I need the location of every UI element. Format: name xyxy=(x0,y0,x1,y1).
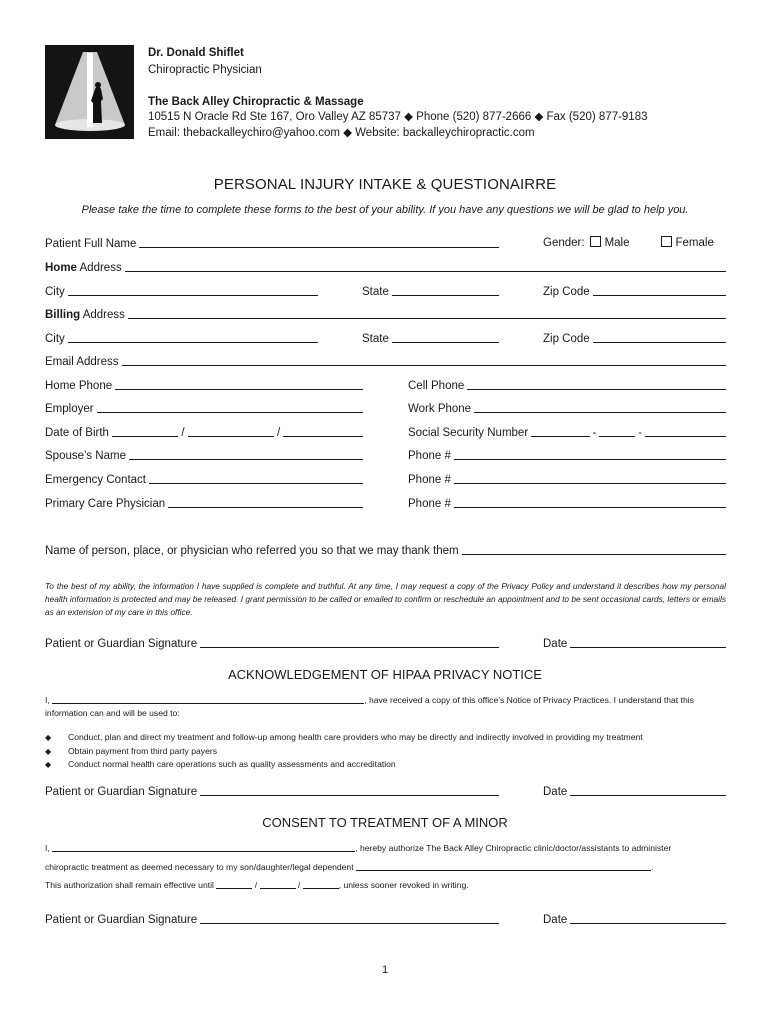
doctor-name: Dr. Donald Shiflet xyxy=(148,47,244,59)
billing-zip-field[interactable] xyxy=(543,329,726,345)
signature-label-3: Patient or Guardian Signature xyxy=(45,914,198,926)
bullet-text: Conduct normal health care operations such as quality assessments and accreditation xyxy=(68,759,396,769)
billing-address-field[interactable] xyxy=(45,305,726,321)
spotlight-figure-icon xyxy=(45,45,134,139)
emergency-contact-line[interactable] xyxy=(149,471,363,484)
dob-month-line[interactable] xyxy=(112,424,178,437)
home-zip-label: Zip Code xyxy=(543,286,590,298)
minor-consent-line2 xyxy=(45,860,726,874)
spouse-phone-field[interactable] xyxy=(408,446,726,462)
cell-phone-field[interactable] xyxy=(408,376,726,392)
minor-text-after: , hereby authorize The Back Alley Chiropractic clinic/doctor/assistants to administer xyxy=(355,843,672,853)
dob-field[interactable] xyxy=(45,423,363,439)
spouse-phone-line[interactable] xyxy=(454,447,726,460)
hipaa-text-line2: information can and will be used to: xyxy=(45,708,180,718)
patient-name-line[interactable] xyxy=(139,235,499,248)
date-label-1: Date xyxy=(543,638,568,650)
patient-name-label: Patient Full Name xyxy=(45,238,137,250)
minor-expiry-month-line[interactable] xyxy=(216,878,252,889)
male-label: Male xyxy=(604,237,630,249)
female-checkbox[interactable] xyxy=(661,236,672,247)
home-label: Home xyxy=(45,262,77,274)
bullet-text: Obtain payment from third party payers xyxy=(68,745,218,756)
signature-label-1: Patient or Guardian Signature xyxy=(45,638,198,650)
billing-city-line[interactable] xyxy=(68,330,318,343)
billing-label: Billing xyxy=(45,309,81,321)
date-line-2[interactable] xyxy=(570,783,726,796)
signature-line-2[interactable] xyxy=(200,783,499,796)
date-line-1[interactable] xyxy=(570,635,726,648)
email-field[interactable] xyxy=(45,352,726,368)
ssn-dash-2: - xyxy=(638,427,642,439)
date-label-3: Date xyxy=(543,914,568,926)
diamond-bullet-icon: ◆ xyxy=(45,746,52,756)
billing-state-line[interactable] xyxy=(392,330,499,343)
signature-field-1[interactable] xyxy=(45,634,499,650)
minor-slash-1: / xyxy=(254,880,258,890)
referral-label: Name of person, place, or physician who referred you so that we may thank them xyxy=(45,545,459,557)
emergency-phone-line[interactable] xyxy=(454,471,726,484)
doctor-title: Chiropractic Physician xyxy=(148,64,262,76)
page-number: 1 xyxy=(381,964,389,976)
minor-line3-start: This authorization shall remain effective until xyxy=(45,880,214,890)
primary-care-phone-line[interactable] xyxy=(454,495,726,508)
gender-options xyxy=(543,236,714,249)
clinic-name: The Back Alley Chiropractic & Massage xyxy=(148,96,364,108)
ssn-part-3-line[interactable] xyxy=(645,424,726,437)
spouse-name-field[interactable] xyxy=(45,446,363,462)
minor-expiry-day-line[interactable] xyxy=(260,878,296,889)
employer-line[interactable] xyxy=(97,400,363,413)
billing-address-label: Address xyxy=(82,309,125,321)
home-zip-field[interactable] xyxy=(543,282,726,298)
ssn-dash-1: - xyxy=(592,427,597,439)
work-phone-field[interactable] xyxy=(408,399,726,415)
form-intro: Please take the time to complete these forms to the best of your ability. If you have any questions we will be glad to help you. xyxy=(81,204,689,216)
hipaa-i: I, xyxy=(45,695,50,705)
hipaa-title: ACKNOWLEDGEMENT OF HIPAA PRIVACY NOTICE xyxy=(228,667,542,682)
male-checkbox[interactable] xyxy=(590,236,601,247)
list-item xyxy=(45,731,643,745)
minor-i: I, xyxy=(45,843,50,853)
home-city-line[interactable] xyxy=(68,283,318,296)
diamond-bullet-icon: ◆ xyxy=(45,760,52,769)
signature-field-2[interactable] xyxy=(45,782,499,798)
cell-phone-label: Cell Phone xyxy=(408,380,465,392)
clinic-logo xyxy=(45,45,134,139)
signature-line-1[interactable] xyxy=(200,635,499,648)
minor-consent-line3 xyxy=(45,878,726,892)
patient-name-field[interactable] xyxy=(45,234,499,250)
ssn-label: Social Security Number xyxy=(408,427,529,439)
email-label: Email Address xyxy=(45,356,119,368)
primary-care-phone-label: Phone # xyxy=(408,498,451,510)
hipaa-bullet-list xyxy=(45,731,643,772)
date-line-3[interactable] xyxy=(570,911,726,924)
clinic-contact: Email: thebackalleychiro@yahoo.com ◆ Website: backalleychiropractic.com xyxy=(148,127,535,139)
home-address-field[interactable] xyxy=(45,258,726,274)
home-phone-label: Home Phone xyxy=(45,380,113,392)
minor-line2-end: . xyxy=(651,862,654,872)
dob-slash-1: / xyxy=(181,427,185,439)
emergency-phone-label: Phone # xyxy=(408,474,451,486)
gender-label: Gender: xyxy=(543,237,585,249)
date-field-2[interactable] xyxy=(543,782,726,798)
minor-consent-text xyxy=(45,841,726,855)
minor-consent-title: CONSENT TO TREATMENT OF A MINOR xyxy=(262,815,508,830)
primary-care-label: Primary Care Physician xyxy=(45,498,166,510)
billing-city-label: City xyxy=(45,333,65,345)
hipaa-text-after: , have received a copy of this office’s Notice of Privacy Practices. I understand that this xyxy=(364,695,694,705)
home-phone-line[interactable] xyxy=(115,377,363,390)
referral-line[interactable] xyxy=(462,542,726,555)
date-field-1[interactable] xyxy=(543,634,726,650)
spouse-name-line[interactable] xyxy=(129,447,363,460)
dob-slash-2: / xyxy=(277,427,281,439)
disclaimer-text: To the best of my ability, the information I have supplied is complete and truthful. At any time, I may request a copy of the Privacy Policy and understand it describes how my personal health information is protected and may be released. I grant permission to be called or emailed to confirm or reschedule an appointment and to be sent occasional cards, letters or emails as an extension of my care in this office. xyxy=(45,581,726,617)
employer-label: Employer xyxy=(45,403,94,415)
signature-line-3[interactable] xyxy=(200,911,499,924)
home-address-label: Address xyxy=(79,262,122,274)
list-item xyxy=(45,758,643,772)
signature-label-2: Patient or Guardian Signature xyxy=(45,786,198,798)
primary-care-phone-field[interactable] xyxy=(408,494,726,510)
minor-line3-end: , unless sooner revoked in writing. xyxy=(338,880,469,890)
dob-year-line[interactable] xyxy=(283,424,363,437)
ssn-part-2-line[interactable] xyxy=(599,424,635,437)
date-label-2: Date xyxy=(543,786,568,798)
work-phone-label: Work Phone xyxy=(408,403,472,415)
spouse-name-label: Spouse’s Name xyxy=(45,450,126,462)
hipaa-name-line[interactable] xyxy=(52,693,364,704)
billing-state-label: State xyxy=(362,333,389,345)
minor-dependent-line[interactable] xyxy=(356,860,654,872)
home-state-label: State xyxy=(362,286,389,298)
home-phone-field[interactable] xyxy=(45,376,363,392)
billing-zip-line[interactable] xyxy=(593,330,726,343)
cell-phone-line[interactable] xyxy=(467,377,726,390)
minor-expiry-year-line[interactable] xyxy=(303,878,339,889)
email-line[interactable] xyxy=(122,353,726,366)
employer-field[interactable] xyxy=(45,399,363,415)
signature-field-3[interactable] xyxy=(45,910,499,926)
home-address-line[interactable] xyxy=(125,259,726,272)
home-state-field[interactable] xyxy=(362,282,499,298)
bullet-text: Conduct, plan and direct my treatment and follow-up among health care providers who may be directly and indirectly involved in providing my treatment xyxy=(68,732,643,742)
spouse-phone-label: Phone # xyxy=(408,450,451,462)
diamond-bullet-icon: ◆ xyxy=(45,733,52,742)
form-title: PERSONAL INJURY INTAKE & QUESTIONAIRRE xyxy=(213,176,557,193)
home-zip-line[interactable] xyxy=(593,283,726,296)
home-city-field[interactable] xyxy=(45,282,318,298)
referral-field[interactable] xyxy=(45,541,726,557)
primary-care-field[interactable] xyxy=(45,494,363,510)
dob-label: Date of Birth xyxy=(45,427,109,439)
hipaa-text xyxy=(45,693,726,720)
ssn-field[interactable] xyxy=(408,423,726,439)
home-state-line[interactable] xyxy=(392,283,499,296)
billing-address-line[interactable] xyxy=(128,306,726,319)
minor-line2-text: chiropractic treatment as deemed necessary to my son/daughter/legal dependent xyxy=(45,862,354,872)
dob-day-line[interactable] xyxy=(188,424,274,437)
ssn-part-1-line[interactable] xyxy=(531,424,589,437)
minor-guardian-line[interactable] xyxy=(52,841,355,852)
emergency-contact-field[interactable] xyxy=(45,470,363,486)
emergency-phone-field[interactable] xyxy=(408,470,726,486)
minor-slash-2: / xyxy=(297,880,301,890)
female-label: Female xyxy=(675,237,714,249)
list-item xyxy=(45,745,643,759)
work-phone-line[interactable] xyxy=(474,400,726,413)
billing-state-field[interactable] xyxy=(362,329,499,345)
date-field-3[interactable] xyxy=(543,910,726,926)
home-city-label: City xyxy=(45,286,65,298)
billing-zip-label: Zip Code xyxy=(543,333,590,345)
emergency-contact-label: Emergency Contact xyxy=(45,474,146,486)
primary-care-line[interactable] xyxy=(168,495,363,508)
clinic-address: 10515 N Oracle Rd Ste 167, Oro Valley AZ 85737 ◆ Phone (520) 877-2666 ◆ Fax (520) 877-9183 xyxy=(148,111,648,123)
billing-city-field[interactable] xyxy=(45,329,318,345)
